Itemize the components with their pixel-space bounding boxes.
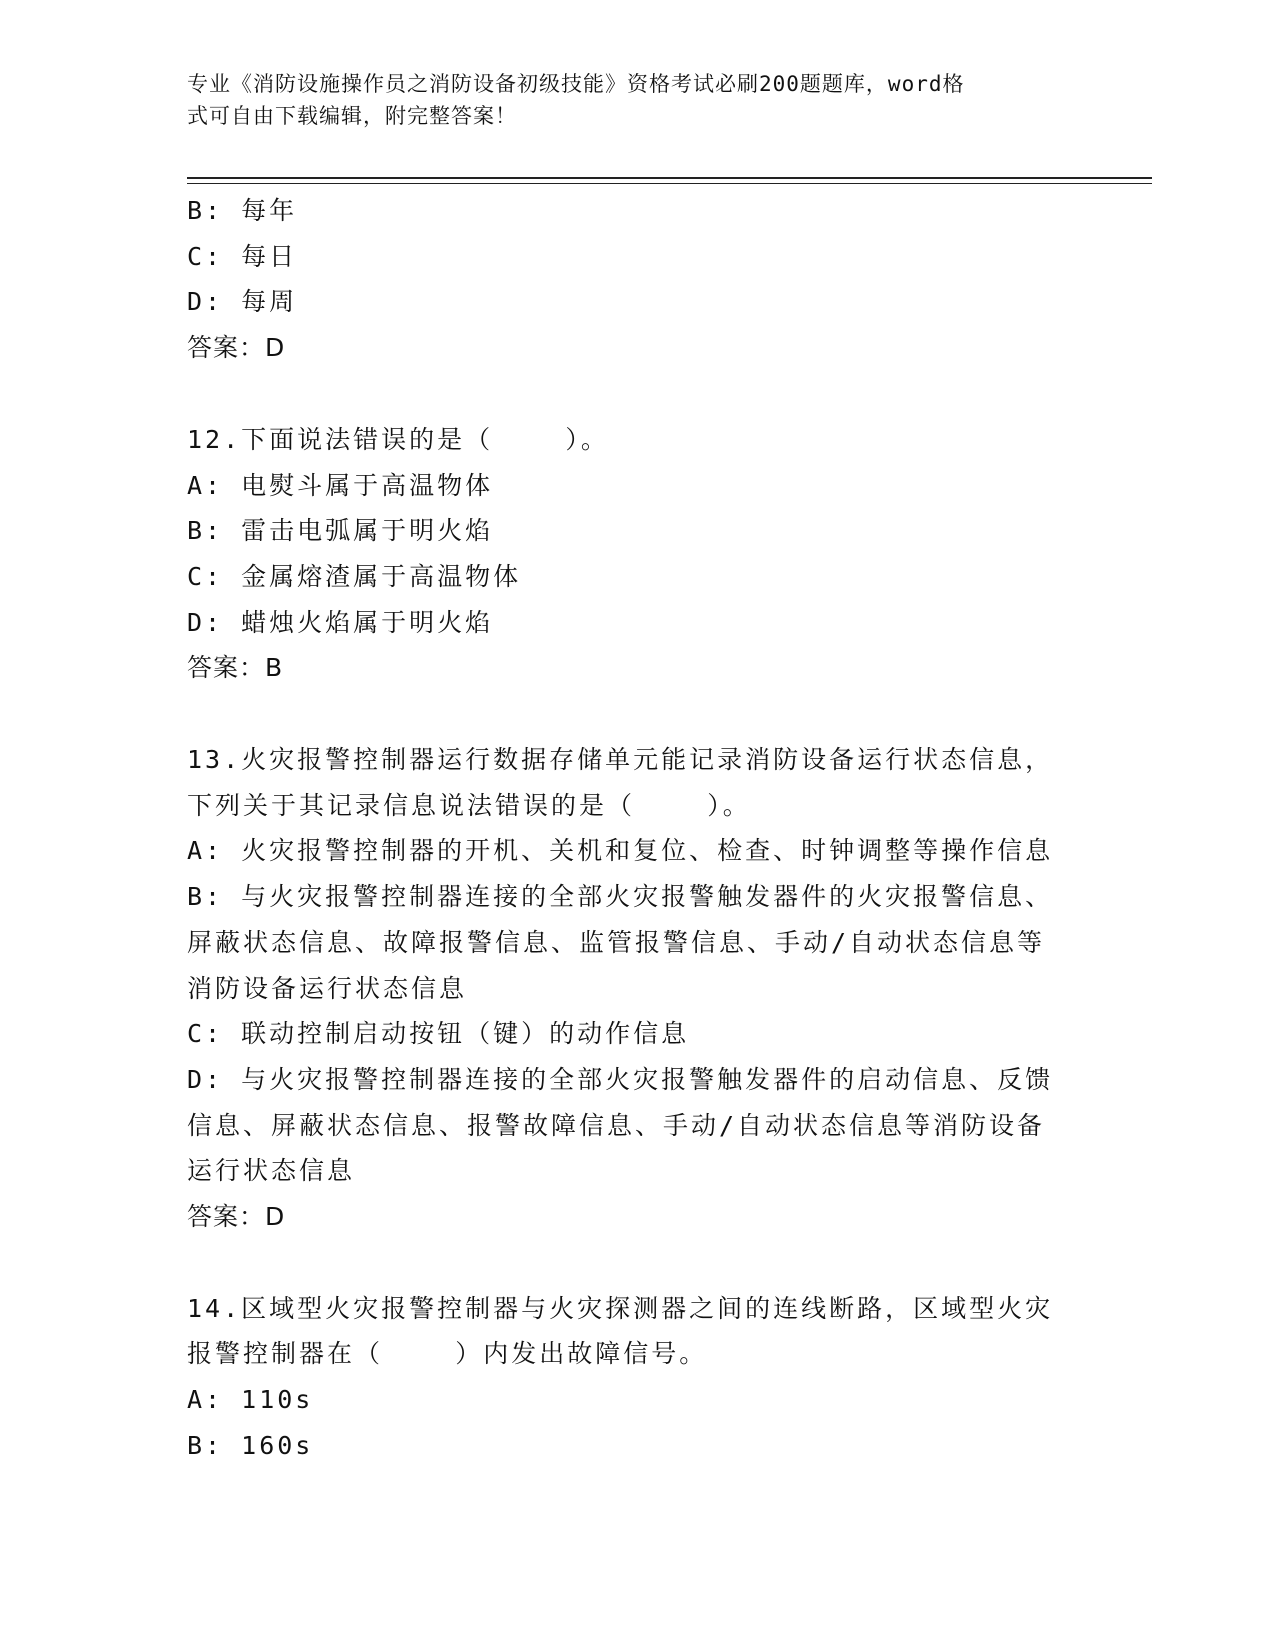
answer: 答案：D (187, 1202, 286, 1232)
question-list (187, 188, 1087, 1469)
question-14 (187, 1286, 1087, 1469)
question-stem: 12.下面说法错误的是（ ）。 (187, 424, 609, 454)
header-divider-thin (187, 183, 1152, 184)
option-d: D: 蜡烛火焰属于明火焰 (187, 607, 494, 637)
question-stem: 14.区域型火灾报警控制器与火灾探测器之间的连线断路，区域型火灾 (187, 1293, 1054, 1323)
option-d-continued: 运行状态信息 (187, 1156, 356, 1186)
option-b: B: 雷击电弧属于明火焰 (187, 516, 494, 546)
question-13 (187, 737, 1087, 1240)
question-12 (187, 417, 1087, 691)
option-b: B: 160s (187, 1430, 314, 1460)
header-title-line: 专业《消防设施操作员之消防设备初级技能》资格考试必刷200题题库，word格 (187, 72, 965, 96)
option-a: A: 电熨斗属于高温物体 (187, 470, 494, 500)
question-11 (187, 188, 1087, 371)
option-b-continued: 消防设备运行状态信息 (187, 973, 468, 1003)
document-header (187, 68, 1067, 132)
option-a: A: 火灾报警控制器的开机、关机和复位、检查、时钟调整等操作信息 (187, 836, 1054, 866)
header-divider (187, 177, 1152, 179)
question-stem: 下列关于其记录信息说法错误的是（ ）。 (187, 790, 751, 820)
option-b: B: 与火灾报警控制器连接的全部火灾报警触发器件的火灾报警信息、 (187, 882, 1054, 912)
option-d: D: 每周 (187, 287, 298, 317)
option-c: C: 联动控制启动按钮（键）的动作信息 (187, 1019, 690, 1049)
question-stem: 报警控制器在（ ）内发出故障信号。 (187, 1339, 708, 1369)
question-stem: 13.火灾报警控制器运行数据存储单元能记录消防设备运行状态信息， (187, 745, 1054, 775)
option-d-continued: 信息、屏蔽状态信息、报警故障信息、手动/自动状态信息等消防设备 (187, 1110, 1046, 1140)
answer: 答案：B (187, 653, 284, 683)
header-title-line: 式可自由下载编辑，附完整答案！ (187, 104, 517, 128)
option-a: A: 110s (187, 1385, 314, 1415)
option-b-continued: 屏蔽状态信息、故障报警信息、监管报警信息、手动/自动状态信息等 (187, 927, 1046, 957)
option-b: B: 每年 (187, 196, 298, 225)
option-d: D: 与火灾报警控制器连接的全部火灾报警触发器件的启动信息、反馈 (187, 1064, 1054, 1094)
option-c: C: 金属熔渣属于高温物体 (187, 561, 522, 591)
option-c: C: 每日 (187, 241, 298, 271)
answer: 答案：D (187, 333, 286, 363)
